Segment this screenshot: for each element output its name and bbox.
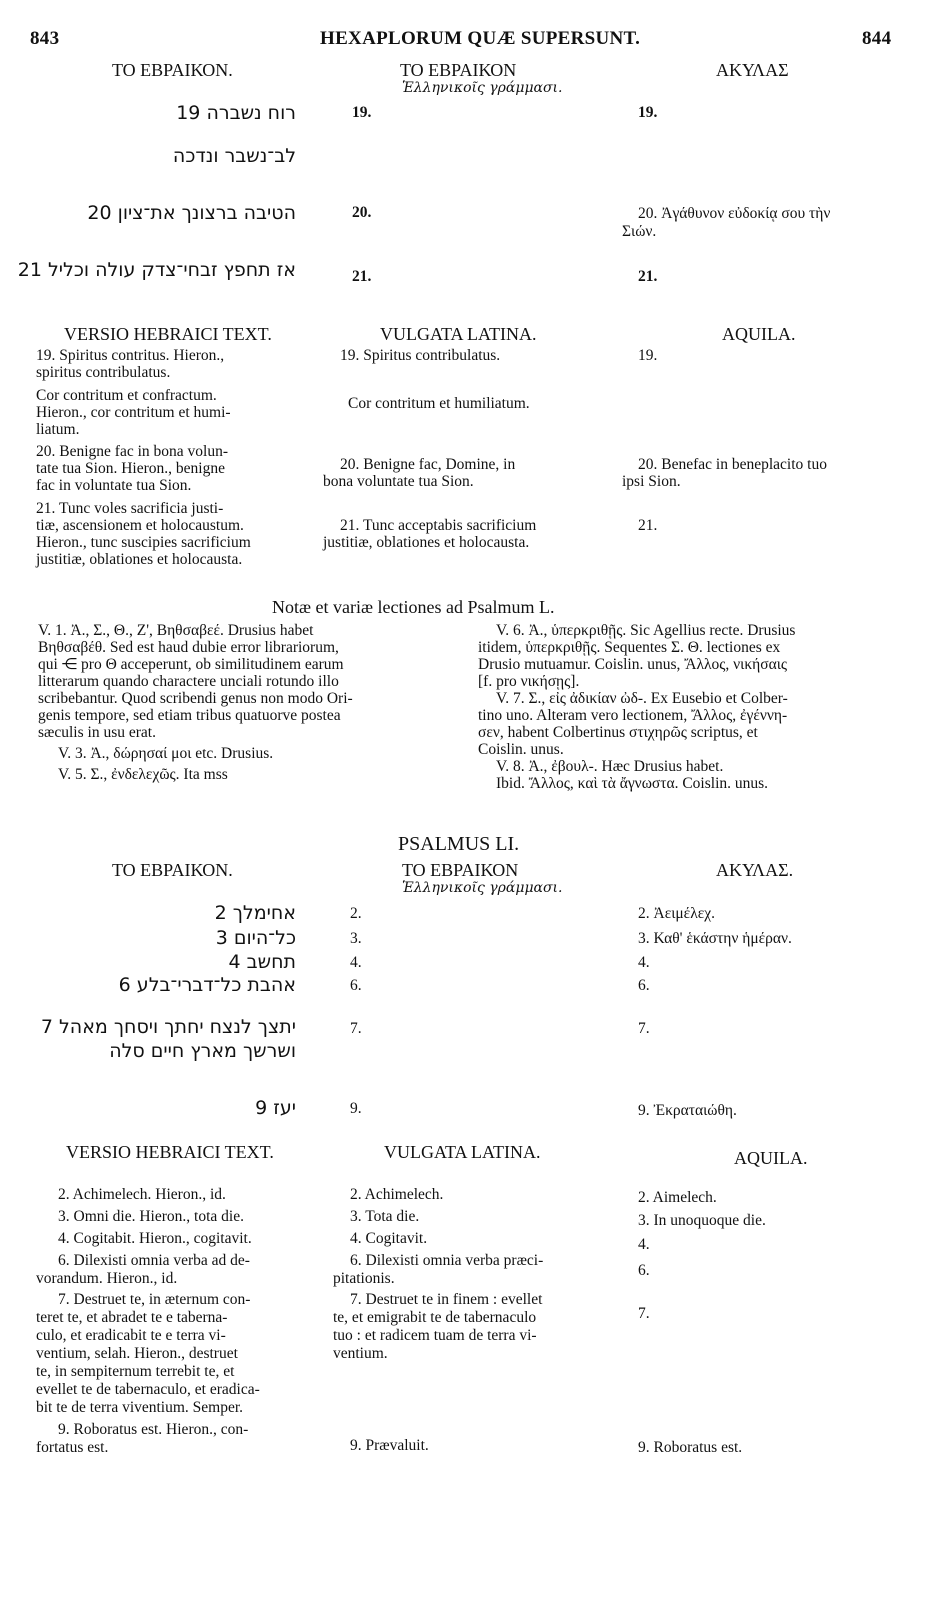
aquila-latin-line: 2. Aimelech.	[638, 1189, 717, 1206]
note-line: qui ⋲ pro Θ acceperunt, ob similitudinem earum	[38, 656, 344, 673]
aquila-verse-9: 9. Ἐκραταιώθη.	[638, 1102, 737, 1119]
note-line: Drusio mutuamur. Coislin. unus, Ἄλλος, νικήσαις	[478, 656, 788, 673]
aquila-latin-line: 9. Roboratus est.	[638, 1439, 743, 1456]
versio-line: te, in sempiternum terrebit te, et	[36, 1363, 235, 1380]
page-number-right: 844	[862, 28, 892, 49]
vulgata-line: pitationis.	[333, 1270, 395, 1287]
aquila-latin-header-2: AQUILA.	[734, 1148, 808, 1168]
versio-top-column	[36, 347, 326, 568]
versio-line: justitiæ, oblationes et holocausta.	[36, 551, 243, 568]
versio-line: fortatus est.	[36, 1439, 109, 1456]
aquila-latin-header: AQUILA.	[722, 324, 796, 344]
vulgata-line: te, et emigrabit te de tabernaculo	[333, 1309, 537, 1326]
aquila-verse-7: 7.	[638, 1020, 650, 1037]
hebrew-verse-3: כל־היום 3	[215, 927, 296, 949]
note-line: V. 7. Σ., εἰς ἀδικίαν ὠδ-. Ex Eusebio et Colber-	[496, 690, 788, 707]
hebrew-verse-9: יעז 9	[255, 1097, 296, 1119]
aquila-latin-line: 20. Benefac in beneplacito tuo	[638, 456, 827, 473]
note-line: Ibid. Ἄλλος, καὶ τὰ ἄγνωστα. Coislin. unus.	[496, 775, 769, 792]
vulgata-line: 19. Spiritus contribulatus.	[340, 347, 501, 364]
transliteration-verse-2: 2.	[350, 905, 362, 922]
note-line: [f. pro νικήσῃς].	[478, 673, 580, 690]
aquila-verse-21: 21.	[638, 268, 658, 285]
transliteration-verse-7: 7.	[350, 1020, 362, 1037]
vulgata-line: 21. Tunc acceptabis sacrificium	[340, 517, 537, 534]
vulgata-line: 20. Benigne fac, Domine, in	[340, 456, 516, 473]
note-line: V. 5. Σ., ἐνδελεχῶς. Ita mss	[58, 766, 228, 783]
vulgata-line: 9. Prævaluit.	[350, 1437, 429, 1454]
note-line: V. 1. Ἀ., Σ., Θ., Ζ', Βηθσαβεέ. Drusius habet	[38, 622, 314, 639]
vulgata-line: 4. Cogitavit.	[350, 1230, 428, 1247]
versio-line: 20. Benigne fac in bona volun-	[36, 443, 228, 460]
transliteration-column-subheader: Ἑλληνικοῖς γράμμασι.	[402, 80, 563, 96]
versio-line: culo, et eradicabit te e terra vi-	[36, 1327, 226, 1344]
transliteration-verse-6: 6.	[350, 977, 362, 994]
vulgata-line: tuo : et radicem tuam de terra vi-	[333, 1327, 537, 1344]
note-line: Βηθσαβέθ. Sed est haud dubie error librariorum,	[38, 639, 339, 656]
vulgata-line: ventium.	[333, 1345, 388, 1362]
vulgata-header: VULGATA LATINA.	[380, 324, 537, 344]
hebrew-verse-20: הטיבה ברצונך את־ציון 20	[87, 202, 296, 224]
versio-line: 4. Cogitabit. Hieron., cogitavit.	[58, 1230, 252, 1247]
vulgata-line: Cor contritum et humiliatum.	[348, 395, 530, 412]
vulgata-line: 2. Achimelech.	[350, 1186, 444, 1203]
transliteration-verse-20: 20.	[352, 204, 372, 221]
aquila-latin-line: 3. In unoquoque die.	[638, 1212, 766, 1229]
aquila-latin-line: 4.	[638, 1236, 650, 1253]
hebrew-verse-21: אז תחפץ זבחי־צדק עולה וכליל 21	[17, 259, 296, 281]
aquila-verse-6: 6.	[638, 977, 650, 994]
aquila-verse-20-cont: Σιών.	[622, 223, 657, 240]
hebrew-verse-19: רוח נשברה 19	[176, 102, 296, 124]
psalm-title: PSALMUS LI.	[398, 833, 520, 855]
vulgata-line: 3. Tota die.	[350, 1208, 420, 1225]
versio-line: fac in voluntate tua Sion.	[36, 477, 192, 494]
hebrew-verse-6: אהבת כל־דברי־בלע 6	[118, 974, 296, 996]
transliteration-column-header-2: ΤΟ ΕΒΡΑΙΚΟΝ	[402, 860, 519, 880]
note-line: V. 6. Ἀ., ὑπερκριθῇς. Sic Agellius recte. Drusius	[496, 622, 796, 639]
versio-line: Cor contritum et confractum.	[36, 387, 217, 404]
aquila-verse-3: 3. Καθ' ἑκάστην ἡμέραν.	[638, 930, 792, 947]
hebrew-verse-4: תחשב 4	[228, 951, 296, 973]
page-number-left: 843	[30, 28, 60, 49]
versio-line: tiæ, ascensionem et holocaustum.	[36, 517, 244, 534]
aquila-latin-line: ipsi Sion.	[622, 473, 681, 490]
versio-line: Hieron., cor contritum et humi-	[36, 404, 231, 421]
aquila-latin-line: 6.	[638, 1262, 650, 1279]
versio-line: evellet te de tabernaculo, et eradica-	[36, 1381, 260, 1398]
aquila-column-header-2: ΑΚΥΛΑΣ.	[716, 860, 794, 880]
note-line: scribebantur. Quod scribendi genus non modo Ori-	[38, 690, 353, 707]
versio-line: ventium, selah. Hieron., destruet	[36, 1345, 238, 1362]
aquila-verse-4: 4.	[638, 954, 650, 971]
notes-title: Notæ et variæ lectiones ad Psalmum L.	[272, 597, 555, 617]
transliteration-verse-3: 3.	[350, 930, 362, 947]
versio-header: VERSIO HEBRAICI TEXT.	[64, 324, 272, 344]
versio-line: spiritus contribulatus.	[36, 364, 171, 381]
vulgata-header-2: VULGATA LATINA.	[384, 1142, 541, 1162]
aquila-verse-20: 20. Ἀγάθυνον εὐδοκίᾳ σου τὴν	[638, 205, 831, 222]
hebrew-column-header: ΤΟ ΕΒΡΑΙΚΟΝ.	[112, 60, 233, 80]
versio-line: 6. Dilexisti omnia verba ad de-	[58, 1252, 250, 1269]
hebrew-verse-7-cont: ושרשך מארץ חיים סלה	[109, 1040, 296, 1062]
versio-line: 3. Omni die. Hieron., tota die.	[58, 1208, 244, 1225]
vulgata-line: bona voluntate tua Sion.	[323, 473, 474, 490]
note-line: genis tempore, sed etiam tribus quatuorve postea	[38, 707, 341, 724]
transliteration-verse-4: 4.	[350, 954, 362, 971]
versio-line: tate tua Sion. Hieron., benigne	[36, 460, 225, 477]
versio-line: 21. Tunc voles sacrificia justi-	[36, 500, 224, 517]
running-title: HEXAPLORUM QUÆ SUPERSUNT.	[320, 28, 641, 49]
hebrew-column-header-2: ΤΟ ΕΒΡΑΙΚΟΝ.	[112, 860, 233, 880]
transliteration-verse-21: 21.	[352, 268, 372, 285]
aquila-latin-line: 19.	[638, 347, 658, 364]
note-line: σεν, habent Colbertinus στιχηρῶς scriptus, et	[478, 724, 758, 741]
versio-line: bit te de terra viventium. Semper.	[36, 1399, 244, 1416]
note-line: V. 8. Ἀ., ἐβουλ-. Hæc Drusius habet.	[496, 758, 724, 775]
notes-left-column	[38, 622, 458, 783]
aquila-verse-19: 19.	[638, 104, 658, 121]
hebrew-verse-2: אחימלך 2	[214, 902, 296, 924]
versio-line: vorandum. Hieron., id.	[36, 1270, 178, 1287]
versio-line: 7. Destruet te, in æternum con-	[58, 1291, 251, 1308]
versio-line: 19. Spiritus contritus. Hieron.,	[36, 347, 225, 364]
vulgata-line: 7. Destruet te in finem : evellet	[350, 1291, 543, 1308]
note-line: tino uno. Alteram vero lectionem, Ἄλλος, ἐγέννη-	[478, 707, 788, 724]
vulgata-line: 6. Dilexisti omnia verba præci-	[350, 1252, 544, 1269]
aquila-column-header: ΑΚΥΛΑΣ	[716, 60, 789, 80]
transliteration-column-subheader-2: Ἑλληνικοῖς γράμμασι.	[402, 880, 563, 896]
vulgata-line: justitiæ, oblationes et holocausta.	[323, 534, 530, 551]
versio-line: Hieron., tunc suscipies sacrificium	[36, 534, 251, 551]
transliteration-column-header: ΤΟ ΕΒΡΑΙΚΟΝ	[400, 60, 517, 80]
versio-line: 2. Achimelech. Hieron., id.	[58, 1186, 226, 1203]
aquila-latin-line: 7.	[638, 1305, 650, 1322]
versio-header-2: VERSIO HEBRAICI TEXT.	[66, 1142, 274, 1162]
versio-line: 9. Roboratus est. Hieron., con-	[58, 1421, 249, 1438]
note-line: V. 3. Ἀ., δώρησαί μοι etc. Drusius.	[58, 745, 274, 762]
note-line: itidem, ὑπερκριθῇς. Sequentes Σ. Θ. lectiones ex	[478, 639, 781, 656]
vulgata-bottom-column	[333, 1186, 623, 1363]
transliteration-verse-9: 9.	[350, 1100, 362, 1117]
hebrew-verse-7: יתצך לנצח יחתך ויסחך מאהל 7	[40, 1016, 296, 1038]
hebrew-verse-19-cont: לב־נשבר ונדכה	[172, 145, 296, 167]
note-line: litterarum quando charactere unciali rotundo illo	[38, 673, 339, 690]
note-line: Coislin. unus.	[478, 741, 564, 758]
notes-right-column	[478, 622, 898, 792]
versio-line: teret te, et abradet te e taberna-	[36, 1309, 228, 1326]
note-line: sæculis in usu erat.	[38, 724, 156, 741]
versio-bottom-column	[36, 1186, 326, 1457]
transliteration-verse-19: 19.	[352, 104, 372, 121]
versio-line: liatum.	[36, 421, 80, 438]
aquila-verse-2: 2. Ἀειμέλεχ.	[638, 905, 715, 922]
aquila-latin-line: 21.	[638, 517, 658, 534]
